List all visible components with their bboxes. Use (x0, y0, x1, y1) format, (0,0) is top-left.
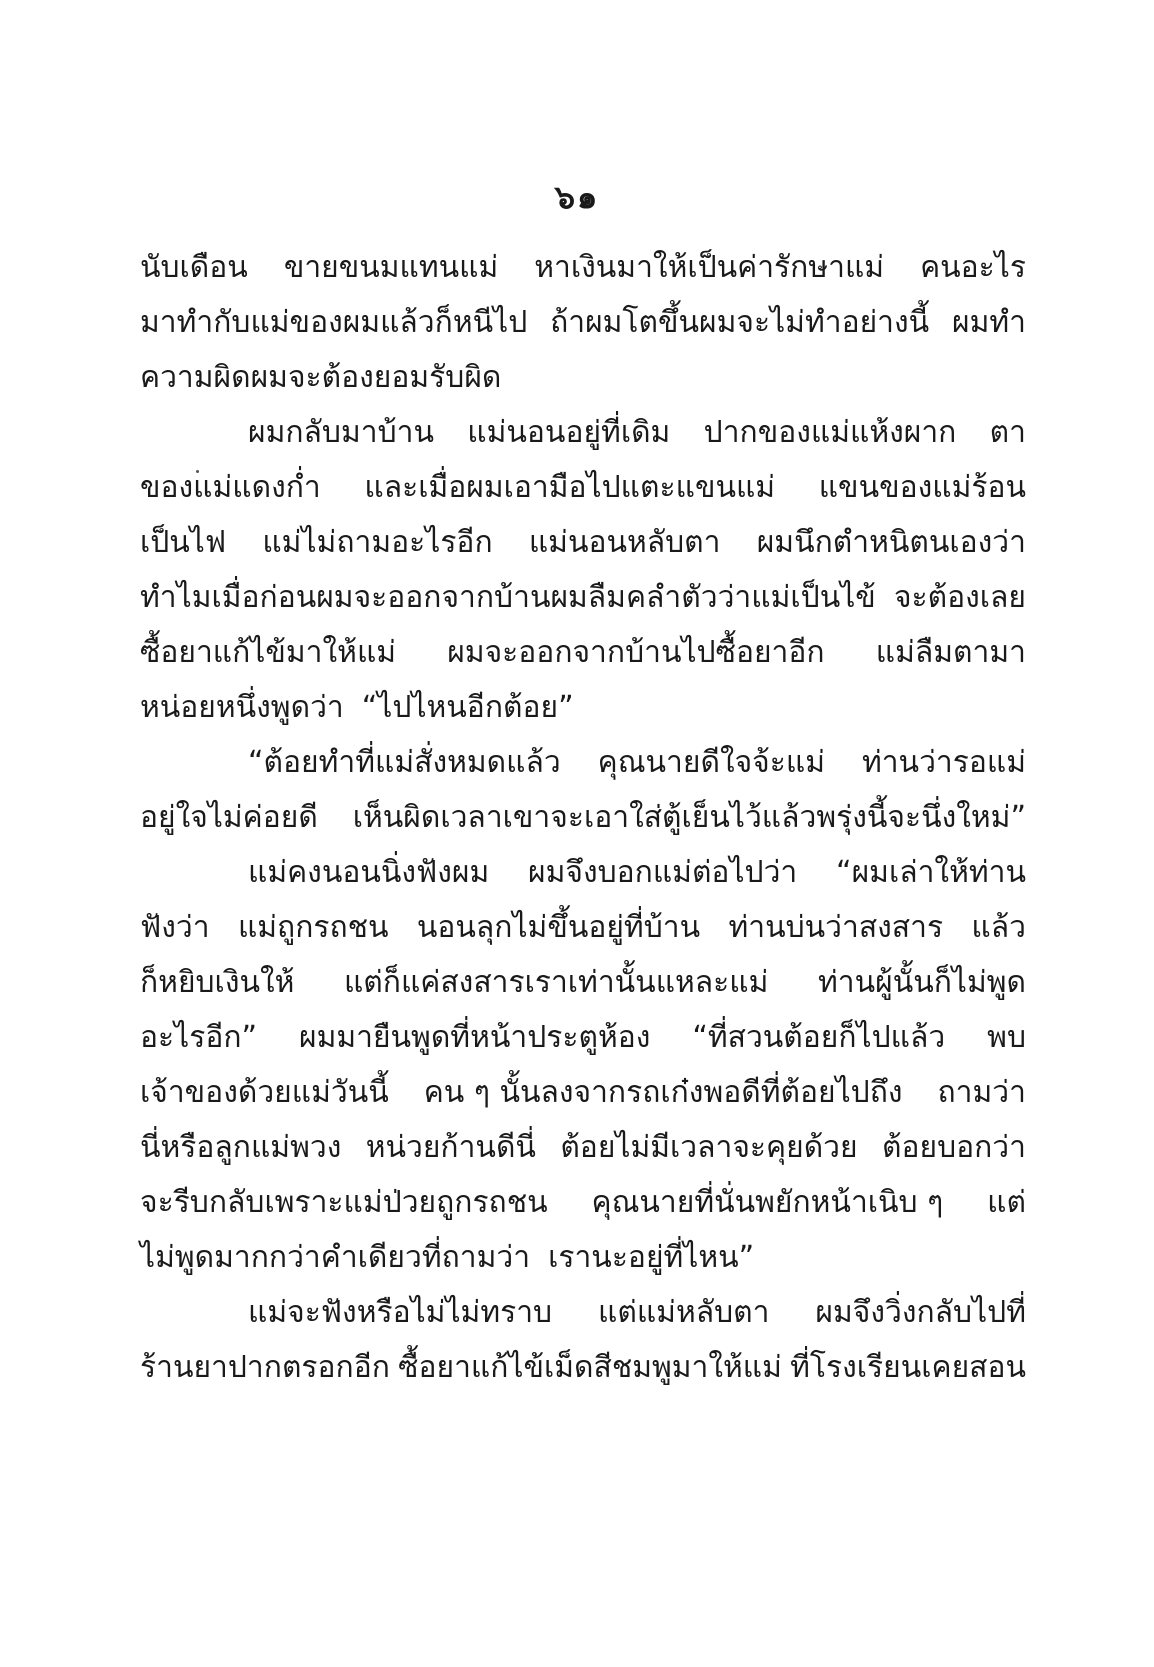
text-segment: ทำไมเมื่อก่อนผมจะออกจากบ้านผมลืมคลำตัวว่าแม่เป็นไข้ (140, 580, 876, 615)
text-line (140, 295, 1026, 350)
text-segment: ผมจึงบอกแม่ต่อไปว่า (528, 855, 798, 890)
text-line (140, 405, 1026, 460)
text-segment: แม่นอนหลับตา (528, 525, 721, 560)
text-segment: “ต้อยทำที่แม่สั่งหมดแล้ว (248, 745, 561, 780)
text-segment: ของแม่แดงก่ำ (140, 470, 321, 505)
text-segment: ผมจะออกจากบ้านไปซื้อยาอีก (447, 635, 825, 670)
text-line (140, 570, 1026, 625)
text-segment: นี่หรือลูกแม่พวง (140, 1130, 342, 1165)
text-segment: ถ้าผมโตขึ้นผมจะไม่ทำอย่างนี้ (550, 305, 930, 340)
text-segment: ไม่พูดมากกว่าคำเดียวที่ถามว่า (140, 1240, 531, 1275)
text-segment: อยู่ใจไม่ค่อยดี (140, 800, 318, 835)
text-segment: นอนลุกไม่ขึ้นอยู่ที่บ้าน (416, 910, 701, 945)
text-segment: และเมื่อผมเอามือไปแตะแขนแม่ (364, 470, 776, 505)
text-segment: แม่ถูกรถชน (237, 910, 389, 945)
text-segment: คุณนายดีใจจ้ะแม่ (597, 745, 825, 780)
text-segment: มาทำกับแม่ของผมแล้วก็หนีไป (140, 305, 528, 340)
text-line (140, 625, 1026, 680)
text-segment: คน ๆ นั้นลงจากรถเก๋งพอดีที่ต้อยไปถึง (423, 1075, 903, 1110)
text-segment: ซื้อยาแก้ไข้เม็ดสีชมพูมาให้แม่ (398, 1350, 782, 1385)
text-segment: ปากของแม่แห้งผาก (703, 415, 957, 450)
text-segment: หาเงินมาให้เป็นค่ารักษาแม่ (534, 250, 885, 285)
text-segment: ต้อยบอกว่า (881, 1130, 1026, 1165)
text-segment: คนอะไร (920, 250, 1026, 285)
text-segment: ถามว่า (937, 1075, 1026, 1110)
text-line (140, 1065, 1026, 1120)
text-line (140, 900, 1026, 955)
text-line (140, 735, 1026, 790)
text-segment: ตา (989, 415, 1026, 450)
text-segment: หน่อยหนึ่งพูดว่า (140, 690, 344, 725)
text-segment: แม่จะฟังหรือไม่ไม่ทราบ (248, 1295, 553, 1330)
text-line (140, 240, 1026, 295)
text-segment: แต่ (987, 1185, 1026, 1220)
text-segment: ก็หยิบเงินให้ (140, 965, 295, 1000)
text-segment: หน่วยก้านดีนี่ (365, 1130, 536, 1165)
text-segment: ต้อยไม่มีเวลาจะคุยด้วย (560, 1130, 858, 1165)
text-segment: แต่ก็แค่สงสารเราเท่านั้นแหละแม่ (343, 965, 769, 1000)
text-line (140, 1120, 1026, 1175)
text-segment: จะรีบกลับเพราะแม่ป่วยถูกรถชน (140, 1185, 548, 1220)
text-segment: คุณนายที่นั่นพยักหน้าเนิบ ๆ (591, 1185, 944, 1220)
text-line (140, 1175, 1026, 1230)
text-segment: ท่านบ่นว่าสงสาร (728, 910, 944, 945)
text-line (140, 1230, 1026, 1285)
text-line (140, 845, 1026, 900)
text-segment: พบ (987, 1020, 1026, 1055)
text-segment: ผมนึกตำหนิตนเองว่า (756, 525, 1026, 560)
text-segment: ซื้อยาแก้ไข้มาให้แม่ (140, 635, 397, 670)
text-segment: จะต้องเลย (893, 580, 1026, 615)
text-segment: นับเดือน (140, 250, 248, 285)
text-segment: ผมมายืนพูดที่หน้าประตูห้อง (298, 1020, 651, 1055)
text-segment: เห็นผิดเวลาเขาจะเอาใส่ตู้เย็นไว้แล้วพรุ่งนี้จะนึ่งใหม่” (352, 800, 1026, 835)
text-segment: ท่านผู้นั้นก็ไม่พูด (817, 965, 1026, 1000)
text-segment: ผมจึงวิ่งกลับไปที่ (815, 1295, 1026, 1330)
text-line (140, 1285, 1026, 1340)
text-line (140, 680, 1026, 735)
text-segment: แล้ว (971, 910, 1026, 945)
text-segment: “ไปไหนอีกต้อย” (361, 690, 574, 725)
text-line (140, 1340, 1026, 1395)
text-line (140, 1010, 1026, 1065)
text-segment: แม่ลืมตามา (875, 635, 1026, 670)
text-segment: ขายขนมแทนแม่ (283, 250, 499, 285)
text-segment: ผมทำ (952, 305, 1026, 340)
text-segment: แต่แม่หลับตา (598, 1295, 770, 1330)
body-text (140, 240, 1026, 1395)
text-segment: เจ้าของด้วยแม่วันนี้ (140, 1075, 389, 1110)
text-segment: แม่ไม่ถามอะไรอีก (262, 525, 493, 560)
text-line (140, 460, 1026, 515)
text-segment: ร้านยาปากตรอกอีก (140, 1350, 390, 1385)
text-segment: แม่คงนอนนิ่งฟังผม (248, 855, 490, 890)
text-segment: อะไรอีก” (140, 1020, 258, 1055)
text-segment: ความผิดผมจะต้องยอมรับผิด (140, 360, 502, 395)
text-segment: “ที่สวนต้อยก็ไปแล้ว (692, 1020, 946, 1055)
text-line (140, 350, 1026, 405)
text-segment: ท่านว่ารอแม่ (861, 745, 1026, 780)
text-segment: “ผมเล่าให้ท่าน (836, 855, 1026, 890)
text-line (140, 955, 1026, 1010)
text-line (140, 515, 1026, 570)
text-segment: แม่นอนอยู่ที่เดิม (467, 415, 671, 450)
text-segment: ที่โรงเรียนเคยสอน (790, 1350, 1026, 1385)
page-number: ๖๑ (554, 178, 600, 216)
text-segment: เรานะอยู่ที่ไหน” (548, 1240, 755, 1275)
text-line (140, 790, 1026, 845)
text-segment: ฟังว่า (140, 910, 210, 945)
text-segment: แขนของแม่ร้อน (818, 470, 1026, 505)
text-segment: เป็นไฟ (140, 525, 227, 560)
text-segment: ผมกลับมาบ้าน (248, 415, 434, 450)
